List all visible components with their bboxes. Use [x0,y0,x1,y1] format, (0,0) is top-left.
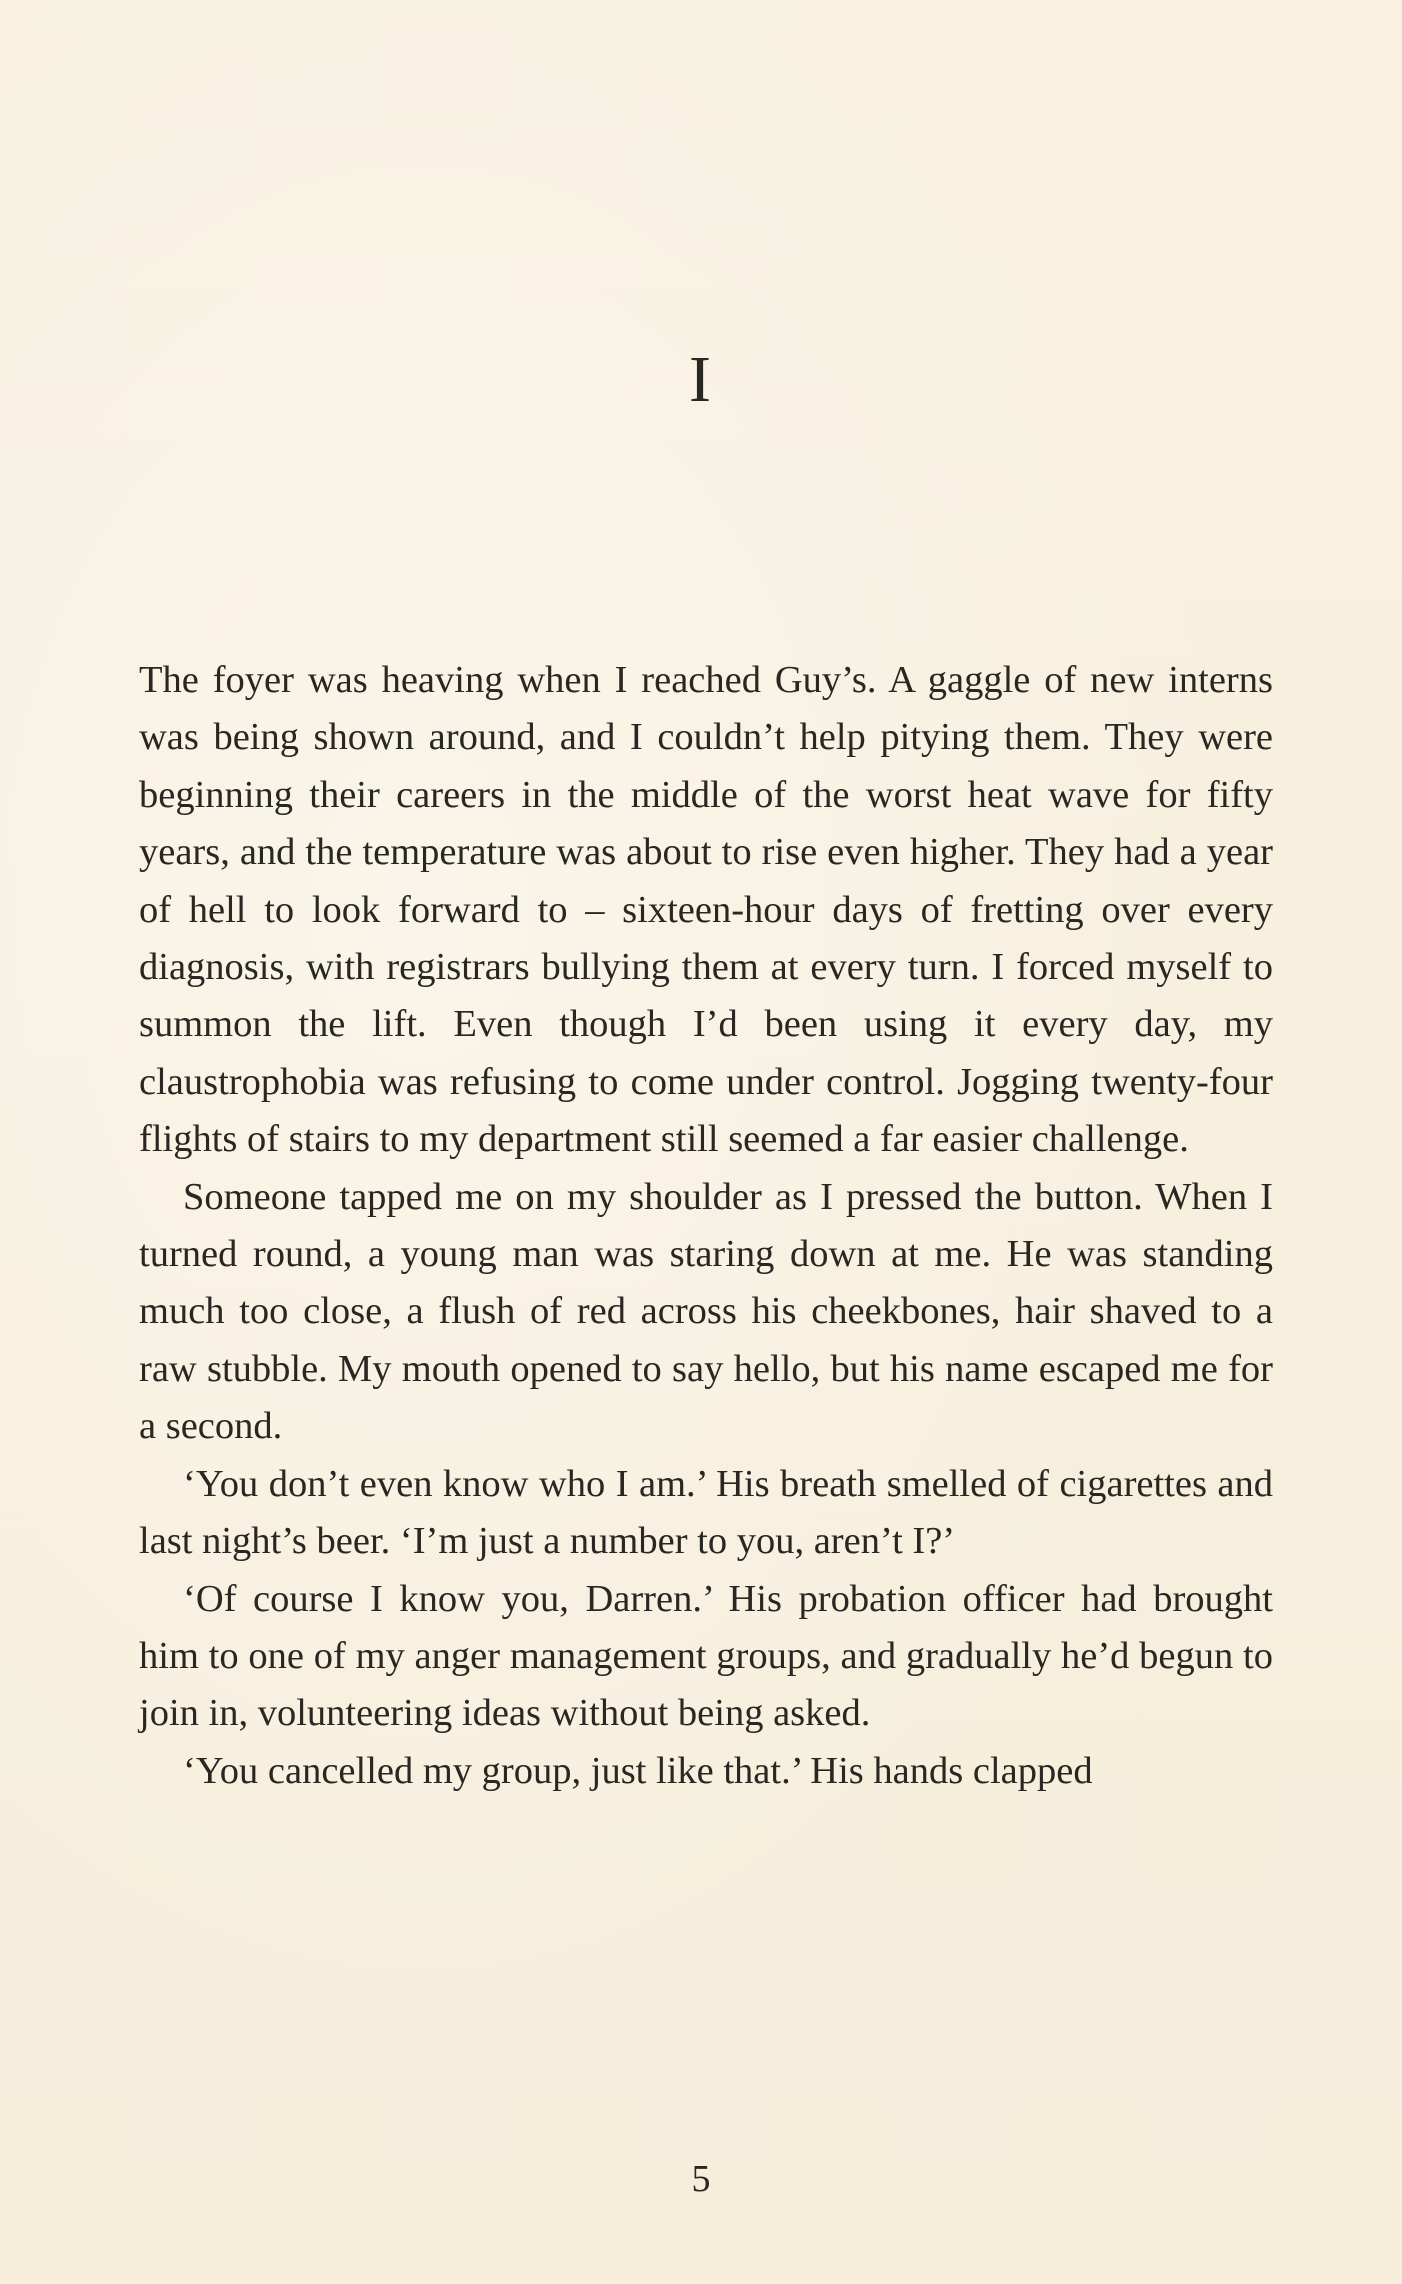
chapter-number: I [689,343,713,416]
page-number: 5 [691,2158,711,2200]
paragraph-3: ‘You don’t even know who I am.’ His breath smelled of cigarettes and last night’s beer. ‘I’m just a number to you, aren’t I?’ [139,1462,1273,1563]
paragraph-2: Someone tapped me on my shoulder as I pressed the button. When I turned round, a young man was staring down at me. He was standing much too close, a flush of red across his cheekbones, hair shaved to a raw stubble. My mouth opened to say hello, but his name escaped me for a second. [139,1175,1273,1448]
paragraph-4: ‘Of course I know you, Darren.’ His probation officer had brought him to one of my anger management groups, and gradually he’d begun to join in, volunteering ideas without being asked. [139,1577,1273,1735]
paragraph-1: The foyer was heaving when I reached Guy’s. A gaggle of new interns was being shown around, and I couldn’t help pitying them. They were beginning their careers in the middle of the worst heat wave for fifty years, and the temperature was about to rise even higher. They had a year of hell to look forward to – sixteen-hour days of fretting over every diagnosis, with registrars bullying them at every turn. I forced myself to summon the lift. Even though I’d been using it every day, my claustrophobia was refusing to come under control. Jogging twenty-four flights of stairs to my department still seemed a far easier challenge. [139,659,1273,1161]
paragraph-5: ‘You cancelled my group, just like that.’ His hands clapped [183,1749,1093,1792]
chapter-body [139,652,1273,1800]
